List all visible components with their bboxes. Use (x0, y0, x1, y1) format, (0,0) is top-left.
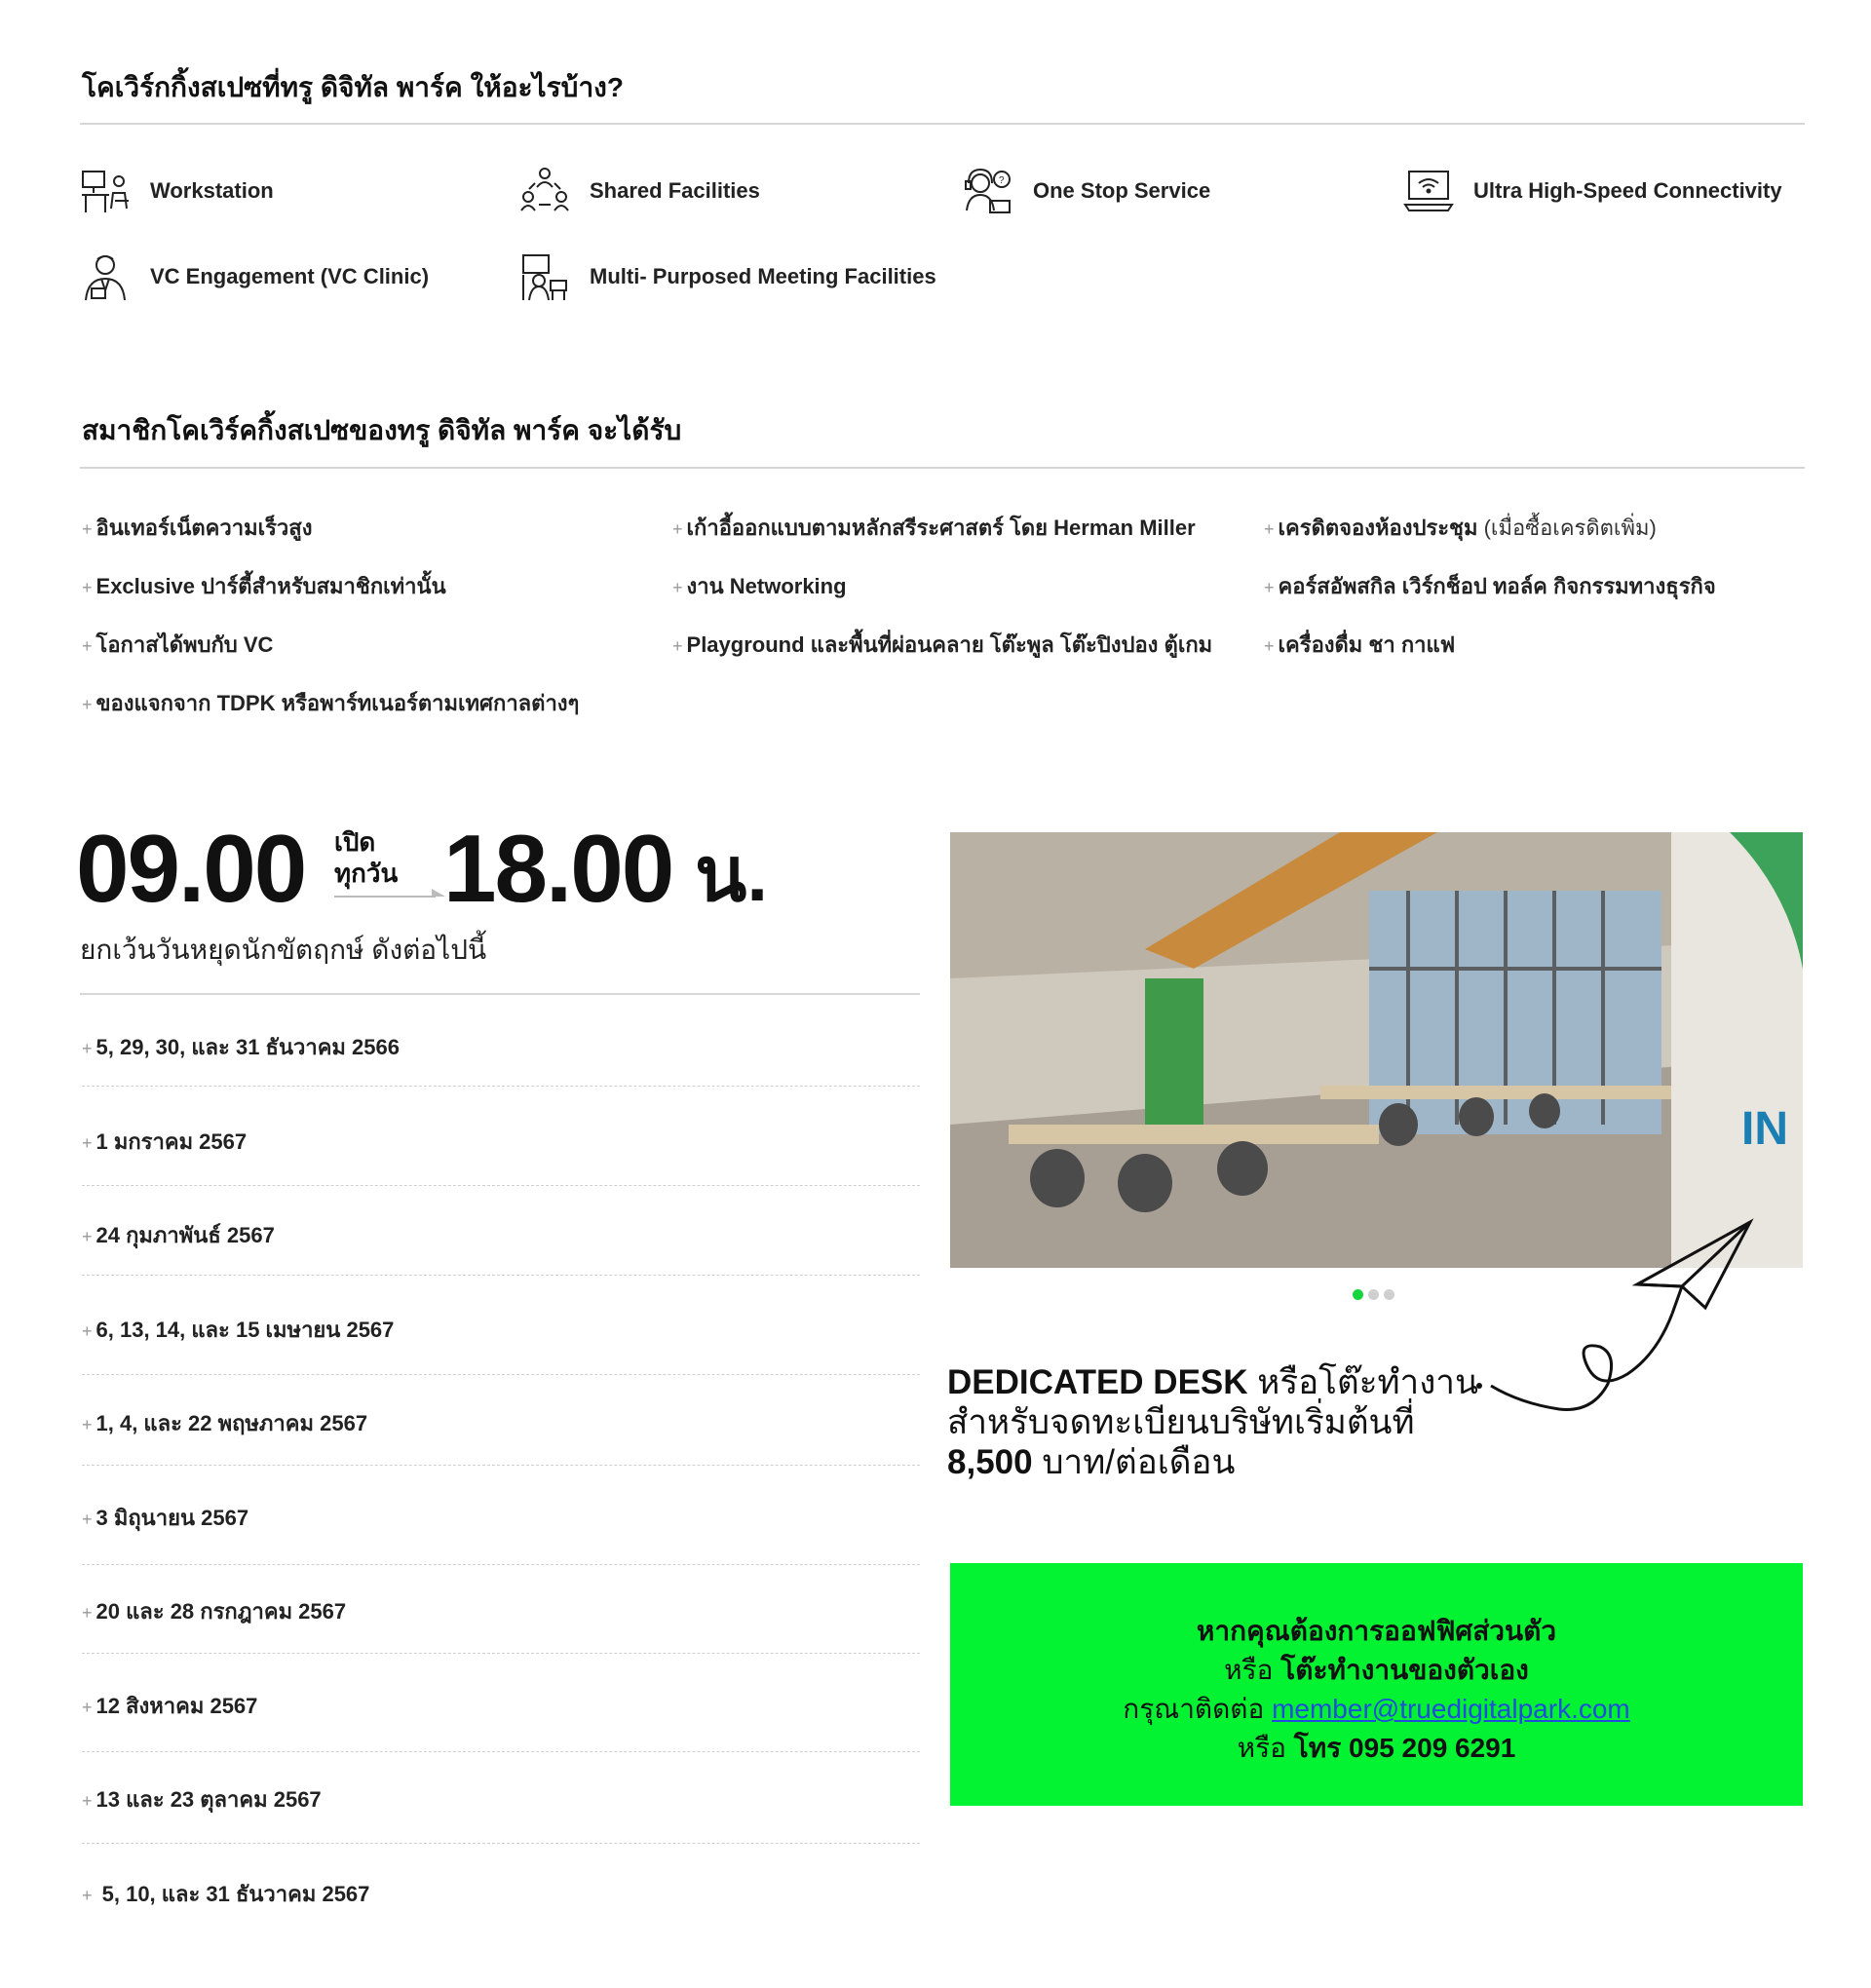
benefit-item: + Exclusive ปาร์ตี้สำหรับสมาชิกเท่านั้น (82, 574, 446, 598)
benefit-item: + อินเทอร์เน็ตความเร็วสูง (82, 516, 313, 540)
facility-workstation (80, 162, 274, 220)
carousel-dot[interactable] (1384, 1289, 1394, 1300)
holiday-separator (82, 1653, 920, 1654)
holiday-separator (82, 1843, 920, 1844)
holiday-item: + 12 สิงหาคม 2567 (82, 1694, 258, 1718)
dedicated-desk-text: DEDICATED DESK หรือโต๊ะทำงาน สำหรับจดทะเบียนบริษัทเริ่มต้นที่ 8,500 บาท/ต่อเดือน (947, 1363, 1478, 1481)
laptop-wifi-icon (1403, 166, 1454, 216)
facility-label: One Stop Service (1033, 178, 1211, 203)
paper-plane-icon (1471, 1218, 1783, 1423)
open-label: เปิด ทุกวัน (334, 827, 399, 888)
holiday-separator (82, 1465, 920, 1466)
plus-icon: + (82, 1133, 93, 1153)
plus-icon: + (82, 636, 93, 656)
arrow-icon (334, 887, 447, 898)
contact-box: หากคุณต้องการออฟฟิศส่วนตัว หรือ โต๊ะทำงานของตัวเอง กรุณาติดต่อ member@truedigitalpark.com หรือ โทร 095 209 6291 (950, 1563, 1803, 1806)
divider (80, 467, 1805, 469)
benefit-item: + เครื่องดื่ม ชา กาแฟ (1264, 632, 1456, 657)
plus-icon: + (82, 1510, 93, 1529)
office-image (950, 832, 1803, 1268)
plus-icon: + (1264, 519, 1275, 539)
plus-icon: + (672, 578, 683, 597)
svg-text:IN: IN (1741, 1103, 1788, 1155)
divider (80, 123, 1805, 125)
holiday-separator (82, 1185, 920, 1186)
carousel-dot[interactable] (1368, 1289, 1379, 1300)
holiday-exception-note: ยกเว้นวันหยุดนักขัตฤกษ์ ดังต่อไปนี้ (80, 935, 487, 965)
facility-label: Ultra High-Speed Connectivity (1473, 178, 1782, 203)
facilities-heading: โคเวิร์กกิ้งสเปซที่ทรู ดิจิทัล พาร์ค ให้อะไรบ้าง? (82, 72, 624, 102)
benefits-heading: สมาชิกโคเวิร์คกิ้งสเปซของทรู ดิจิทัล พาร์ค จะได้รับ (82, 415, 682, 445)
benefit-item: + เก้าอี้ออกแบบตามหลักสรีระศาสตร์ โดย Herman Miller (672, 516, 1196, 540)
holiday-separator (82, 1086, 920, 1087)
facility-label: Workstation (150, 178, 274, 203)
plus-icon: + (1264, 636, 1275, 656)
facility-vc (80, 248, 429, 306)
plus-icon: + (82, 1321, 93, 1341)
benefit-item: + งาน Networking (672, 574, 847, 598)
holiday-item: + 5, 29, 30, และ 31 ธันวาคม 2566 (82, 1035, 400, 1059)
facility-label: Multi- Purposed Meeting Facilities (590, 264, 936, 288)
open-time: 09.00 (76, 815, 306, 922)
coworking-space-photo[interactable] (950, 832, 1803, 1268)
carousel-indicator (1353, 1289, 1394, 1300)
shared-facilities-icon (519, 166, 570, 216)
email-link[interactable]: member@truedigitalpark.com (1272, 1694, 1630, 1724)
holiday-item: + 24 กุมภาพันธ์ 2567 (82, 1223, 275, 1247)
svg-text:?: ? (999, 175, 1005, 186)
meeting-room-icon (519, 251, 570, 302)
benefit-item: + Playground และพื้นที่ผ่อนคลาย โต๊ะพูล โต๊ะปิงปอง ตู้เกม (672, 632, 1213, 657)
facility-label: VC Engagement (VC Clinic) (150, 264, 430, 288)
plus-icon: + (82, 695, 93, 714)
holiday-item: + 1 มกราคม 2567 (82, 1129, 248, 1154)
holiday-item: + 5, 10, และ 31 ธันวาคม 2567 (82, 1882, 370, 1906)
support-agent-icon (963, 166, 1013, 216)
holiday-item: + 3 มิถุนายน 2567 (82, 1506, 249, 1530)
plus-icon: + (672, 519, 683, 539)
plus-icon: + (82, 1603, 93, 1623)
facility-one-stop (963, 162, 1210, 220)
facility-connectivity (1403, 162, 1782, 220)
benefit-item: + โอกาสได้พบกับ VC (82, 632, 274, 657)
price: 8,500 (947, 1443, 1033, 1481)
business-person-icon (80, 251, 131, 302)
holiday-item: + 20 และ 28 กรกฎาคม 2567 (82, 1599, 347, 1624)
plus-icon: + (82, 1039, 93, 1058)
divider (80, 993, 920, 995)
holiday-item: + 1, 4, และ 22 พฤษภาคม 2567 (82, 1411, 368, 1435)
facility-label: Shared Facilities (590, 178, 760, 203)
plus-icon: + (1264, 578, 1275, 597)
facility-meeting (519, 248, 936, 306)
plus-icon: + (82, 1415, 93, 1434)
plus-icon: + (82, 578, 93, 597)
holiday-separator (82, 1374, 920, 1375)
benefit-item: + เครดิตจองห้องประชุม (เมื่อซื้อเครดิตเพิ่ม) (1264, 516, 1657, 540)
facility-shared (519, 162, 760, 220)
benefit-item: + คอร์สอัพสกิล เวิร์กช็อป ทอล์ค กิจกรรมทางธุรกิจ (1264, 574, 1716, 598)
plus-icon: + (82, 1698, 93, 1717)
holiday-separator (82, 1751, 920, 1752)
carousel-dot[interactable] (1353, 1289, 1363, 1300)
benefit-item: + ของแจกจาก TDPK หรือพาร์ทเนอร์ตามเทศกาลต่างๆ (82, 691, 580, 715)
plus-icon: + (82, 1227, 93, 1246)
time-unit: น. (695, 831, 768, 917)
plus-icon: + (672, 636, 683, 656)
holiday-item: + 13 และ 23 ตุลาคม 2567 (82, 1787, 322, 1812)
plus-icon: + (82, 1886, 93, 1905)
close-time: 18.00 (443, 815, 673, 922)
plus-icon: + (82, 1791, 93, 1811)
phone-number[interactable]: โทร 095 209 6291 (1293, 1733, 1516, 1763)
holiday-item: + 6, 13, 14, และ 15 เมษายน 2567 (82, 1318, 395, 1342)
plus-icon: + (82, 519, 93, 539)
workstation-icon (80, 166, 131, 216)
holiday-separator (82, 1275, 920, 1276)
holiday-separator (82, 1564, 920, 1565)
